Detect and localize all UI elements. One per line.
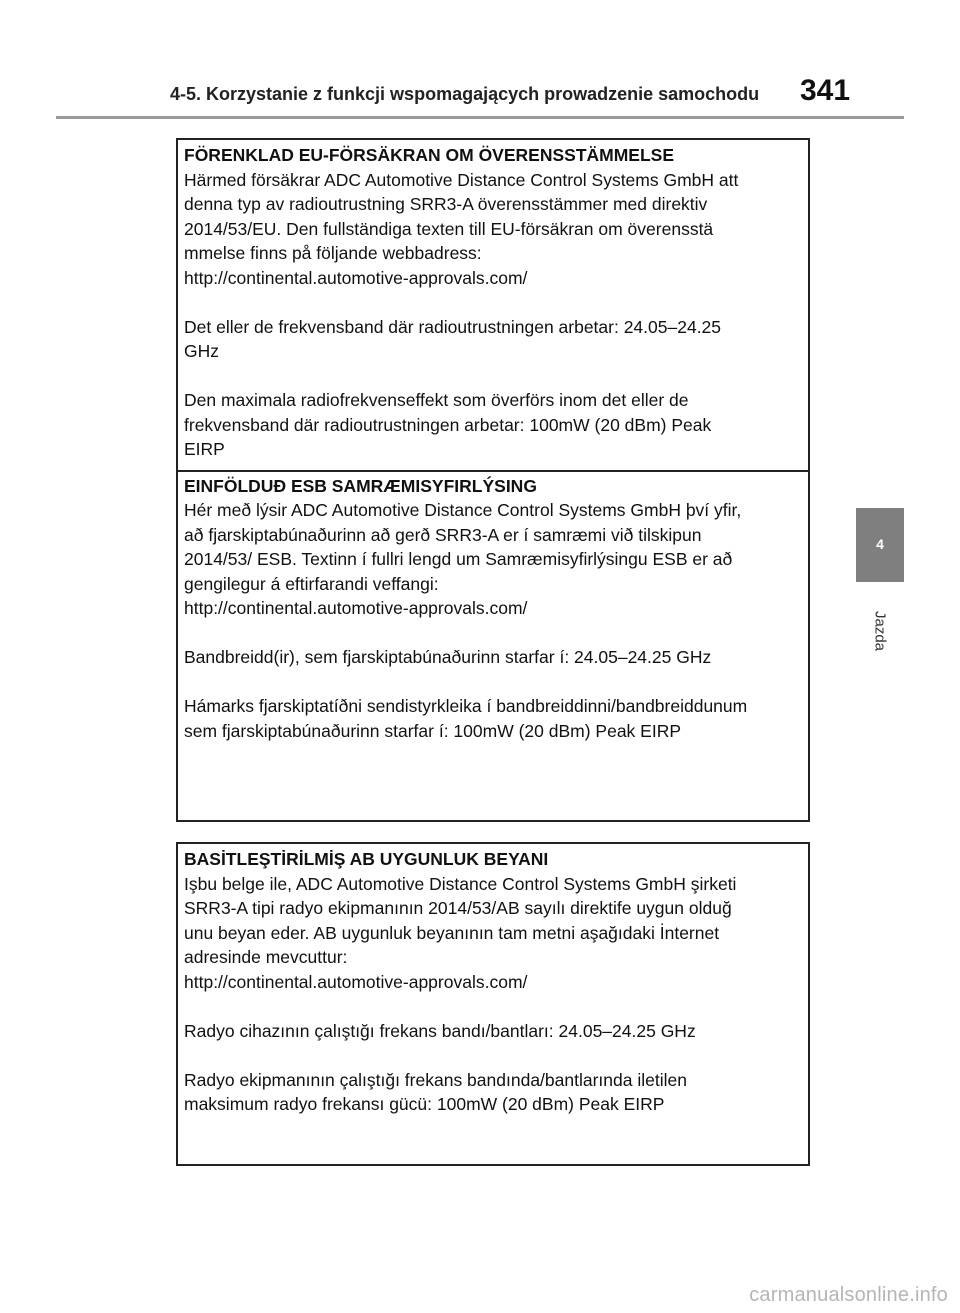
text-line: Det eller de frekvensband där radioutrustningen arbetar: 24.05–24.25 bbox=[184, 316, 722, 337]
text-line: denna typ av radioutrustning SRR3-A överensstämmer med direktiv bbox=[184, 194, 708, 214]
text-line: Işbu belge ile, ADC Automotive Distance Control Systems GmbH şirketi bbox=[184, 873, 737, 894]
text-line: maksimum radyo frekansı gücü: 100mW (20 dBm) Peak EIRP bbox=[184, 1094, 665, 1114]
section-divider bbox=[178, 470, 808, 472]
text-line: mmelse finns på följande webbadress: bbox=[184, 243, 482, 263]
paragraph bbox=[184, 168, 802, 291]
section-title-swedish: FÖRENKLAD EU-FÖRSÄKRAN OM ÖVERENSSTÄMMELSE bbox=[184, 145, 675, 165]
paragraph bbox=[184, 498, 802, 621]
section-icelandic bbox=[184, 474, 802, 744]
text-line: Hér með lýsir ADC Automotive Distance Control Systems GmbH því yfir, bbox=[184, 500, 742, 520]
text-line: Härmed försäkrar ADC Automotive Distance Control Systems GmbH att bbox=[184, 169, 739, 190]
text-line: EIRP bbox=[184, 439, 225, 459]
chapter-label: Jazda bbox=[871, 610, 889, 652]
text-line: unu beyan eder. AB uygunluk beyanının tam metni aşağıdaki İnternet bbox=[184, 922, 720, 943]
text-line: SRR3-A tipi radyo ekipmanının 2014/53/AB sayılı direktife uygun olduğ bbox=[184, 898, 732, 918]
text-line: Bandbreidd(ir), sem fjarskiptabúnaðurinn starfar í: 24.05–24.25 GHz bbox=[184, 647, 712, 667]
chapter-label-container bbox=[858, 596, 902, 666]
header-divider bbox=[56, 116, 904, 119]
url-text: http://continental.automotive-approvals.com/ bbox=[184, 267, 528, 288]
text-line: Radyo cihazının çalıştığı frekans bandı/bantları: 24.05–24.25 GHz bbox=[184, 1020, 696, 1041]
url-text: http://continental.automotive-approvals.com/ bbox=[184, 971, 528, 992]
paragraph bbox=[184, 388, 802, 462]
text-line: 2014/53/ ESB. Textinn í fullri lengd um Samræmisyfirlýsingu ESB er að bbox=[184, 549, 733, 569]
chapter-tab[interactable] bbox=[856, 508, 904, 582]
page-number: 341 bbox=[800, 74, 851, 107]
declaration-box-sv-is bbox=[176, 138, 810, 822]
section-title-turkish: BASİTLEŞTİRİLMİŞ AB UYGUNLUK BEYANI bbox=[184, 849, 549, 869]
paragraph bbox=[184, 872, 802, 995]
page-header-title: 4-5. Korzystanie z funkcji wspomagających prowadzenie samochodu bbox=[170, 84, 760, 104]
declaration-box-tr bbox=[176, 842, 810, 1166]
watermark: carmanualsonline.info bbox=[749, 1284, 948, 1306]
section-title-icelandic: EINFÖLDUÐ ESB SAMRÆMISYFIRLÝSING bbox=[184, 475, 537, 496]
text-line: sem fjarskiptabúnaðurinn starfar í: 100mW (20 dBm) Peak EIRP bbox=[184, 720, 682, 741]
text-line: Den maximala radiofrekvenseffekt som överförs inom det eller de bbox=[184, 390, 689, 410]
paragraph bbox=[184, 694, 802, 743]
text-line: 2014/53/EU. Den fullständiga texten till EU-försäkran om överensstä bbox=[184, 218, 714, 239]
paragraph bbox=[184, 645, 802, 670]
text-line: Radyo ekipmanının çalıştığı frekans bandında/bantlarında iletilen bbox=[184, 1069, 687, 1090]
text-line: adresinde mevcuttur: bbox=[184, 947, 348, 967]
text-line: GHz bbox=[184, 341, 219, 361]
url-text: http://continental.automotive-approvals.com/ bbox=[184, 598, 528, 618]
section-turkish bbox=[184, 847, 802, 1117]
section-swedish bbox=[184, 143, 802, 462]
paragraph bbox=[184, 1068, 802, 1117]
text-line: að fjarskiptabúnaðurinn að gerð SRR3-A er í samræmi við tilskipun bbox=[184, 524, 702, 545]
text-line: gengilegur á eftirfarandi veffangi: bbox=[184, 573, 439, 594]
paragraph bbox=[184, 315, 802, 364]
chapter-number: 4 bbox=[876, 536, 884, 552]
text-line: Hámarks fjarskiptatíðni sendistyrkleika í bandbreiddinni/bandbreiddunum bbox=[184, 696, 748, 716]
paragraph bbox=[184, 1019, 802, 1044]
text-line: frekvensband där radioutrustningen arbetar: 100mW (20 dBm) Peak bbox=[184, 414, 712, 435]
